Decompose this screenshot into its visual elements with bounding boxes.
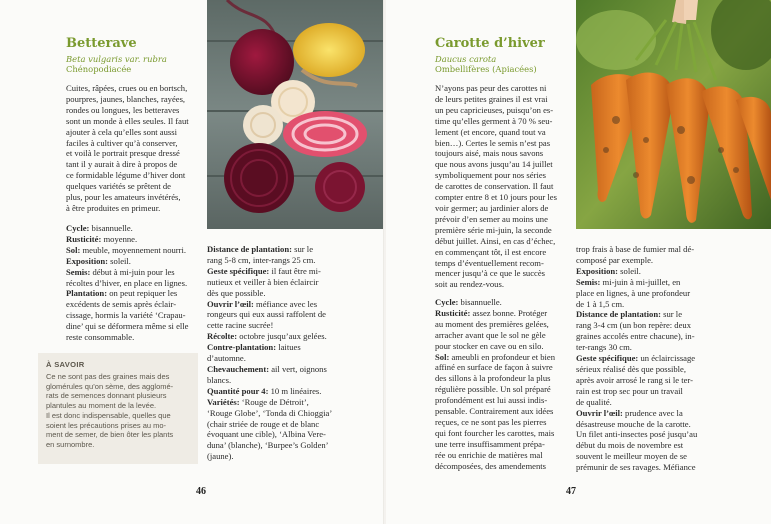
a-savoir-title: À SAVOIR — [46, 360, 85, 369]
spec-label: Chevauchement: — [207, 363, 270, 374]
spec-text: décomposées, des amendements — [435, 460, 546, 471]
spec-text: (jaune). — [207, 451, 234, 462]
spec-label: Plantation: — [66, 288, 108, 299]
page-number-left: 46 — [196, 486, 206, 497]
spec-text: pensable. Contrairement aux idées — [435, 406, 554, 417]
spec-line — [66, 321, 196, 332]
spec-line — [576, 266, 708, 277]
spec-line — [207, 408, 337, 419]
spec-line — [207, 255, 337, 266]
a-savoir-box — [38, 353, 198, 464]
spec-text: reste consommable. — [66, 332, 135, 343]
spec-line — [207, 309, 337, 320]
spec-line — [207, 266, 337, 277]
spec-text: composé par exemple. — [576, 254, 654, 265]
spec-text: moyenne. — [101, 233, 138, 244]
spec-label: Variétés: — [207, 396, 240, 407]
spec-text: blancs. — [207, 374, 232, 385]
text-line: compter entre 8 et 10 jours pour les — [435, 192, 557, 203]
text-line: symboliquement pour nos séries — [435, 170, 546, 181]
spec-label: Exposition: — [576, 265, 619, 276]
spec-text: bisannuelle. — [89, 223, 133, 233]
spec-line — [66, 245, 196, 256]
spec-label: Semis: — [66, 266, 91, 277]
spec-line — [435, 362, 566, 373]
spec-text: ail vert, oignons — [269, 363, 327, 374]
text-line: ce formidable légume d’hiver dont — [66, 170, 186, 181]
spec-text: au moment des premières gelées, — [435, 318, 549, 329]
text-line: en commençant tôt, il est encore — [435, 246, 547, 257]
text-line: plus, pour les amateurs invétérés, — [66, 192, 181, 203]
text-line: tant il y aurait à dire à propos de — [66, 159, 178, 170]
spec-line — [576, 288, 708, 299]
spec-text: 10 m linéaires. — [268, 385, 322, 396]
carotte-specs-col2 — [576, 244, 708, 473]
spec-line — [435, 384, 566, 395]
spec-line — [576, 255, 708, 266]
spec-label: Rusticité: — [435, 307, 471, 318]
spec-line — [576, 462, 708, 473]
spec-line — [576, 331, 708, 342]
text-line: première série mi-juin, la seconde — [435, 224, 552, 235]
spec-line — [576, 451, 708, 462]
spec-text: régulière possible. Un sol préparé — [435, 384, 551, 395]
spec-text: laitues — [276, 342, 301, 353]
carotte-intro — [435, 83, 566, 290]
spec-line — [435, 450, 566, 461]
spec-label: Distance de plantation: — [207, 244, 292, 254]
spec-text: prémunir de ses ravages. Méfiance — [576, 462, 696, 473]
spec-text: récoltes d’hiver, en place en lignes. — [66, 277, 188, 288]
spec-line — [435, 461, 566, 472]
text-line: et voilà le portrait presque dressé — [66, 148, 180, 159]
carrots-photo — [576, 0, 771, 229]
spec-text: (chair striée de rouge et de blanc — [207, 418, 320, 429]
text-line: que nous avons jusqu’au 14 juillet — [435, 159, 553, 170]
spec-line — [207, 440, 337, 451]
spec-line — [66, 223, 196, 234]
spec-line — [576, 244, 708, 255]
spec-line — [207, 299, 337, 310]
spec-text: octobre jusqu’aux gelées. — [237, 331, 327, 342]
spec-text: soleil. — [618, 265, 641, 276]
spec-text: rongeurs qui eux aussi raffolent de — [207, 309, 326, 320]
text-line: de leurs petites graines il est vrai — [435, 93, 548, 104]
spec-line — [576, 429, 708, 440]
spec-text: sur le — [661, 309, 683, 320]
spec-line — [576, 419, 708, 430]
text-line: N’ayons pas peur des carottes ni — [435, 83, 547, 93]
text-line: lement (et encore, quand tout va — [435, 126, 546, 137]
betterave-intro — [66, 83, 196, 214]
spec-line — [435, 439, 566, 450]
text-line: temps d’éventuellement recom- — [435, 257, 544, 268]
spec-text: soleil. — [108, 255, 131, 266]
spec-line — [207, 353, 337, 364]
note-line: ment de semer, de bien ôter les plants — [46, 430, 174, 440]
spec-text: des sillons à la profondeur la plus — [435, 373, 551, 384]
spec-text: ter-rangs 30 cm. — [576, 342, 632, 353]
spec-line — [207, 419, 337, 430]
text-line: pourpres, jaunes, blanches, rayées, — [66, 93, 186, 104]
spec-line — [576, 386, 708, 397]
note-line: Ce ne sont pas des graines mais des — [46, 372, 170, 381]
spec-text: sur le — [292, 244, 314, 254]
spec-label: Quantité pour 4: — [207, 385, 269, 396]
spec-label: Ouvrir l’œil: — [576, 407, 623, 418]
text-line: de carottes de conservation. Il faut — [435, 181, 554, 192]
spec-line — [435, 352, 566, 363]
spec-text: cette racine sucrée! — [207, 320, 274, 331]
spec-line — [435, 395, 566, 406]
text-line: Cuites, râpées, crues ou en bortsch, — [66, 83, 188, 93]
spec-line — [435, 341, 566, 352]
spec-label: Distance de plantation: — [576, 309, 661, 320]
spec-line — [576, 277, 708, 288]
page-number-right: 47 — [566, 486, 576, 497]
spec-line — [66, 299, 196, 310]
spec-text: trop frais à base de fumier mal dé- — [576, 244, 695, 254]
note-line: soient les précautions prises au mo- — [46, 420, 167, 430]
spec-text: méfiance avec les — [253, 298, 318, 309]
spec-line — [207, 451, 337, 462]
spec-line — [66, 278, 196, 289]
spec-label: Sol: — [66, 244, 81, 255]
spec-text: début du mois de novembre est — [576, 440, 684, 451]
spec-text: graines accolés entre chacune), in- — [576, 331, 695, 342]
spec-label: Contre-plantation: — [207, 342, 277, 353]
betterave-specs-col1 — [66, 223, 196, 343]
spec-label: Récolte: — [207, 331, 238, 342]
betterave-title: Betterave — [66, 36, 137, 51]
spec-line — [576, 299, 708, 310]
text-line: voir germer; au jardinier alors de — [435, 202, 549, 213]
spec-text: rain est trop sec pour un travail — [576, 385, 683, 396]
spec-label: Rusticité: — [66, 233, 102, 244]
text-line: à être produites en primeur. — [66, 202, 161, 213]
spec-line — [435, 297, 566, 308]
spec-line — [435, 319, 566, 330]
spec-text: mi-juin à mi-juillet, en — [600, 276, 681, 287]
spec-line — [435, 417, 566, 428]
spec-text: de 1 à 1,5 cm. — [576, 298, 625, 309]
spec-text: reçues, ce ne sont pas les pierres — [435, 416, 547, 427]
spec-text: dès que possible. — [207, 287, 266, 298]
spec-text: sérieux réalisé dès que possible, — [576, 363, 687, 374]
right-page — [386, 0, 771, 524]
spec-text: rang 3-4 cm (un bon repère: deux — [576, 320, 692, 331]
spec-text: souvent le meilleur moyen de se — [576, 451, 687, 462]
spec-line — [207, 342, 337, 353]
note-line: plantules au moment de la levée. — [46, 401, 157, 411]
spec-text: de qualité. — [576, 396, 612, 407]
spec-text: désastreuse mouche de la carotte. — [576, 418, 691, 429]
spec-text: une terre insuffisamment prépa- — [435, 438, 545, 449]
text-line: mencer jusqu’à ce que le succès — [435, 268, 545, 279]
text-line: soit au rendez-vous. — [435, 279, 504, 290]
spec-line — [66, 267, 196, 278]
spec-text: cissage, hormis la variété ‘Crapau- — [66, 310, 186, 321]
a-savoir-body — [46, 372, 194, 450]
spec-text: dine’ qui se déformera même si elle — [66, 321, 189, 332]
spec-label: Geste spécifique: — [207, 265, 270, 276]
spec-text: pour stocker en cave ou en silo. — [435, 340, 544, 351]
carotte-title: Carotte d’hiver — [435, 36, 545, 51]
spec-line — [207, 375, 337, 386]
left-page — [0, 0, 384, 524]
spec-text: après avoir arrosé le rang si le ter- — [576, 374, 693, 385]
spec-text: évoquant une cible), ‘Albina Vere- — [207, 429, 326, 440]
spec-line — [576, 364, 708, 375]
spec-label: Cycle: — [435, 297, 459, 307]
spec-text: assez bonne. Protéger — [470, 307, 548, 318]
spec-text: ‘Rouge de Détroit’, — [239, 396, 309, 407]
text-line: ajouter à cela qu’elles sont aussi — [66, 126, 177, 137]
spec-text: un éclaircissage — [638, 353, 696, 364]
text-line: prévoir d’en semer au moins une — [435, 213, 548, 224]
spec-line — [576, 309, 708, 320]
spec-line — [576, 408, 708, 419]
beetroot-photo — [207, 0, 385, 229]
spec-text: meuble, moyennement nourri. — [80, 244, 187, 255]
spec-line — [207, 288, 337, 299]
spec-line — [576, 320, 708, 331]
spec-label: Semis: — [576, 276, 601, 287]
spec-line — [435, 330, 566, 341]
spec-text: arracher avant que le sol ne gèle — [435, 329, 546, 340]
spec-line — [66, 310, 196, 321]
text-line: début juillet. Ainsi, en cas d’échec, — [435, 235, 556, 246]
spec-line — [207, 331, 337, 342]
spec-line — [66, 288, 196, 299]
spec-text: qui font fourcher les carottes, mais — [435, 427, 555, 438]
spec-text: début à mi-juin pour les — [90, 266, 175, 277]
spec-text: prudence avec la — [622, 407, 683, 418]
spec-text: ameubli en profondeur et bien — [449, 351, 556, 362]
spec-line — [435, 428, 566, 439]
spec-text: d’automne. — [207, 353, 246, 364]
spec-label: Cycle: — [66, 223, 90, 233]
spec-text: on peut repiquer les — [107, 288, 178, 299]
spec-text: nutieux et veiller à bien éclaircir — [207, 276, 319, 287]
carotte-scientific-name: Daucus carota — [435, 54, 497, 64]
note-line: Il est donc indispensable, quelles que — [46, 410, 171, 420]
spec-text: il faut être mi- — [269, 265, 321, 276]
spec-line — [66, 234, 196, 245]
spec-text: affiné en surface de façon à suivre — [435, 362, 553, 373]
text-line: bien…). Certes le semis n’est pas — [435, 137, 551, 148]
spec-line — [207, 244, 337, 255]
note-line: en surnombre. — [46, 439, 95, 449]
spec-line — [207, 397, 337, 408]
spec-line — [207, 386, 337, 397]
spec-label: Geste spécifique: — [576, 353, 639, 364]
spec-line — [576, 397, 708, 408]
text-line: rondes ou longues, les betteraves — [66, 104, 180, 115]
betterave-scientific-name: Beta vulgaris var. rubra — [66, 54, 167, 64]
spec-text: rang 5-8 cm, inter-rangs 25 cm. — [207, 254, 316, 265]
spec-text: place en lignes, à une profondeur — [576, 287, 691, 298]
spec-line — [207, 364, 337, 375]
spec-text: duna’ (blanche), ‘Burpee’s Golden’ — [207, 440, 329, 451]
spec-line — [576, 342, 708, 353]
spec-line — [207, 277, 337, 288]
spec-label: Exposition: — [66, 255, 109, 266]
text-line: sont un monde à elles seules. Il faut — [66, 115, 189, 126]
spec-label: Sol: — [435, 351, 450, 362]
note-line: rats de semences donnant plusieurs — [46, 391, 167, 401]
betterave-specs-col2 — [207, 244, 337, 462]
spec-line — [207, 320, 337, 331]
carotte-family: Ombellifères (Apiacées) — [435, 64, 537, 74]
spec-line — [576, 375, 708, 386]
betterave-family: Chénopodiacée — [66, 64, 132, 74]
text-line: un peu capricieuses, puisqu’on es- — [435, 104, 554, 115]
spec-line — [66, 332, 196, 343]
text-line: time qu’elles germent à 70 % seu- — [435, 115, 553, 126]
spec-line — [576, 440, 708, 451]
note-line: glomérules qu’on sème, des agglomé- — [46, 381, 174, 391]
spec-line — [66, 256, 196, 267]
spec-line — [435, 308, 566, 319]
carotte-specs-col1 — [435, 297, 566, 472]
spec-text: ‘Rouge Globe’, ‘Tonda di Chioggia’ — [207, 407, 333, 418]
spec-text: profondément est lui aussi indis- — [435, 395, 548, 406]
spec-text: Un filet anti-insectes posé jusqu’au — [576, 429, 698, 440]
spec-text: rée ou enrichie de matières mal — [435, 449, 543, 460]
spec-line — [207, 429, 337, 440]
text-line: faciles à cultiver qu’à conserver, — [66, 137, 178, 148]
spec-line — [576, 353, 708, 364]
spec-line — [435, 406, 566, 417]
spec-text: bisannuelle. — [458, 297, 502, 307]
text-line: toujours aisé, mais nous savons — [435, 148, 544, 159]
text-line: quelques variétés se prêtent de — [66, 181, 171, 192]
spec-line — [435, 373, 566, 384]
spec-label: Ouvrir l’œil: — [207, 298, 254, 309]
spec-text: excédents de semis après éclair- — [66, 299, 177, 310]
